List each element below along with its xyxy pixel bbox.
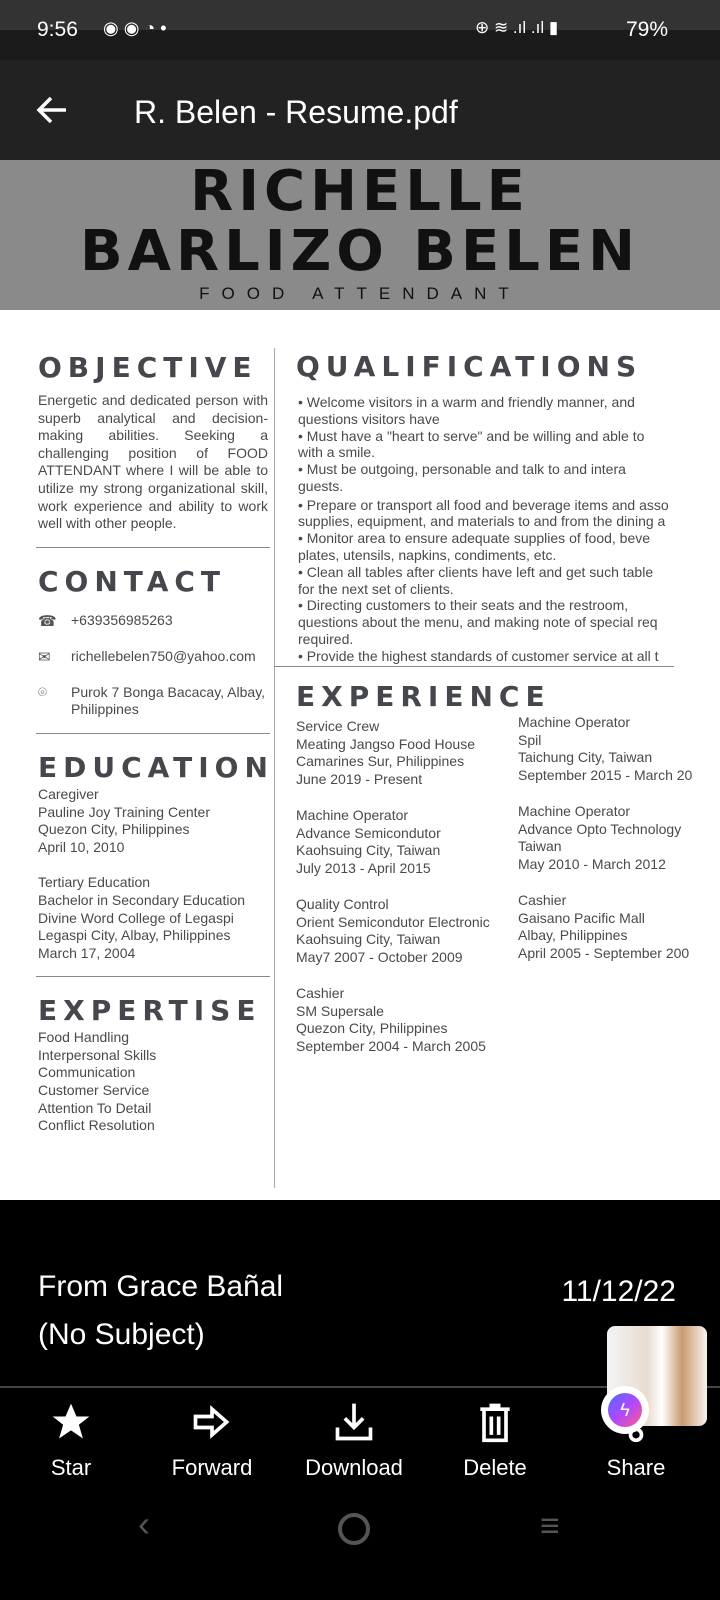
left-column [38, 350, 274, 1135]
expertise-item: Interpersonal Skills [38, 1046, 157, 1063]
forward-button[interactable] [147, 1400, 277, 1481]
education-line: Divine Word College of Legaspi [38, 909, 234, 926]
messenger-notification-icon: ◉ ◉ ◔ • [103, 18, 167, 38]
experience-line: June 2019 - Present [296, 770, 423, 787]
education-line: April 10, 2010 [38, 838, 125, 855]
qualification-line: • Clean all tables after clients have left and get such table [298, 563, 654, 580]
qualification-line: supplies, equipment, and materials to and from the dining a [298, 513, 666, 530]
messenger-badge[interactable] [601, 1386, 649, 1434]
expertise-item: Customer Service [38, 1082, 150, 1099]
document-title: R. Belen - Resume.pdf [134, 94, 458, 130]
column-divider [274, 348, 275, 1188]
contact-address-2: Philippines [71, 701, 139, 718]
phone-icon: ☎ [38, 612, 57, 630]
contact-address-row [38, 684, 268, 719]
experience-line: Quezon City, Philippines [296, 1020, 448, 1037]
education-line: Legaspi City, Albay, Philippines [38, 927, 231, 944]
contact-address-1: Purok 7 Bonga Bacacay, Albay, [71, 683, 266, 700]
download-button[interactable] [289, 1400, 419, 1481]
experience-line: Gaisano Pacific Mall [518, 909, 645, 926]
experience-line: September 2004 - March 2005 [296, 1037, 486, 1054]
email-subject: (No Subject) [38, 1318, 205, 1351]
contact-email-row [38, 648, 268, 666]
qualification-line: required. [298, 630, 354, 647]
experience-line: Cashier [518, 892, 567, 908]
qualification-line: • Monitor area to ensure adequate supplies of food, beve [298, 530, 651, 547]
delete-label: Delete [463, 1455, 527, 1480]
objective-heading: OBJECTIVE [38, 351, 258, 384]
expertise-list [38, 1029, 268, 1135]
qualification-line: questions about the menu, and making note of special req [298, 614, 658, 631]
experience-heading: EXPERIENCE [296, 680, 551, 713]
experience-line: Cashier [296, 985, 345, 1001]
clock: 9:56 [37, 18, 78, 41]
star-icon [49, 1400, 93, 1444]
qualification-line: • Provide the highest standards of customer service at all t [298, 647, 659, 664]
pdf-page [0, 310, 720, 1200]
qualification-line: • Prepare or transport all food and beverage items and asso [298, 496, 669, 513]
delete-button[interactable] [430, 1400, 560, 1481]
experience-line: Machine Operator [296, 807, 409, 823]
signal-wifi-icons: ⊕ ≋ .ıl .ıl ▮ [475, 18, 559, 37]
resume-name-line2: BARLIZO BELEN [79, 219, 641, 284]
contact-heading: CONTACT [38, 564, 227, 598]
back-arrow-icon[interactable] [36, 95, 68, 125]
qualification-line: with a smile. [298, 444, 376, 461]
download-label: Download [305, 1455, 403, 1480]
divider [274, 666, 674, 667]
qualification-line: • Must be outgoing, personable and talk to and intera [298, 461, 626, 478]
education-line: Quezon City, Philippines [38, 821, 190, 838]
email-sender: From Grace Bañal [38, 1270, 284, 1303]
qualification-line: plates, utensils, napkins, condiments, etc. [298, 546, 557, 563]
expertise-item: Food Handling [38, 1029, 130, 1046]
contact-email: richellebelen750@yahoo.com [71, 647, 256, 664]
experience-line: Spil [518, 731, 542, 748]
experience-line: Camarines Sur, Philippines [296, 753, 465, 770]
email-date: 11/12/22 [561, 1275, 676, 1308]
experience-line: July 2013 - April 2015 [296, 859, 431, 876]
contact-phone-row [38, 612, 268, 630]
education-heading: EDUCATION [38, 750, 274, 784]
education-line: Caregiver [38, 785, 99, 802]
forward-arrow-icon [190, 1400, 234, 1444]
objective-text: Energetic and dedicated person with superb analytical and decision-making abilities. Seeking a challenging position of FOOD ATTENDANT where I will be able to utilize my strong organizational skill, work experience and ability to work well with other people. [38, 392, 268, 532]
star-label: Star [50, 1455, 92, 1480]
navigation-bar [0, 1495, 720, 1565]
resume-name-line1: RICHELLE [190, 160, 530, 224]
education-list [38, 786, 268, 962]
expertise-item: Conflict Resolution [38, 1117, 155, 1134]
spacer [38, 856, 268, 874]
divider [36, 976, 270, 977]
nav-back-icon[interactable]: ‹ [138, 1503, 150, 1544]
experience-line: SM Supersale [296, 1002, 384, 1019]
expertise-item: Attention To Detail [38, 1099, 152, 1116]
experience-line: Quality Control [296, 896, 389, 912]
download-icon [332, 1400, 376, 1444]
qualification-line: • Welcome visitors in a warm and friendly manner, and [298, 394, 635, 410]
experience-line: Meating Jangso Food House [296, 735, 475, 752]
toolbar [0, 60, 720, 160]
qualifications-heading: QUALIFICATIONS [296, 350, 643, 383]
qualification-line: questions visitors have [298, 410, 440, 427]
qualification-line: for the next set of clients. [298, 580, 454, 597]
divider [36, 733, 270, 734]
qualification-line: • Directing customers to their seats and the restroom, [298, 597, 629, 614]
divider [36, 547, 270, 548]
experience-line: Taiwan [518, 838, 562, 855]
experience-line: September 2015 - March 20 [518, 766, 693, 783]
experience-line: Taichung City, Taiwan [518, 749, 653, 766]
experience-line: Kaohsuing City, Taiwan [296, 931, 441, 948]
trash-icon [473, 1400, 517, 1444]
location-icon: ⌾ [38, 683, 48, 701]
experience-line: Advance Opto Technology [518, 820, 682, 837]
nav-recents-icon[interactable]: ≡ [540, 1507, 560, 1545]
experience-line: Machine Operator [518, 714, 631, 730]
experience-line: May 2010 - March 2012 [518, 855, 666, 872]
education-line: Tertiary Education [38, 874, 151, 891]
nav-home-icon[interactable] [338, 1513, 370, 1545]
expertise-heading: EXPERTISE [38, 994, 262, 1028]
education-line: March 17, 2004 [38, 944, 136, 961]
experience-line: Machine Operator [518, 803, 631, 819]
share-label: Share [606, 1455, 666, 1480]
experience-line: Advance Semicondutor [296, 824, 441, 841]
experience-line: April 2005 - September 200 [518, 944, 690, 961]
experience-line: Service Crew [296, 718, 380, 734]
status-bar [0, 0, 720, 60]
messenger-icon: ϟ [608, 1393, 642, 1427]
expertise-item: Communication [38, 1064, 136, 1081]
job-title: FOOD ATTENDANT [199, 284, 521, 303]
star-button[interactable] [6, 1400, 136, 1481]
education-line: Pauline Joy Training Center [38, 803, 210, 820]
experience-line: May7 2007 - October 2009 [296, 948, 463, 965]
experience-line: Albay, Philippines [518, 927, 628, 944]
contact-phone: +639356985263 [71, 611, 173, 628]
email-icon: ✉ [38, 648, 51, 666]
forward-label: Forward [171, 1455, 253, 1480]
resume-header-band [0, 160, 720, 310]
qualification-line: guests. [298, 478, 344, 494]
qualification-line: • Must have a "heart to serve" and be willing and able to [298, 427, 645, 444]
education-line: Bachelor in Secondary Education [38, 891, 246, 908]
experience-line: Orient Semicondutor Electronic [296, 913, 490, 930]
experience-line: Kaohsuing City, Taiwan [296, 842, 441, 859]
battery-level: 79% [626, 18, 669, 41]
